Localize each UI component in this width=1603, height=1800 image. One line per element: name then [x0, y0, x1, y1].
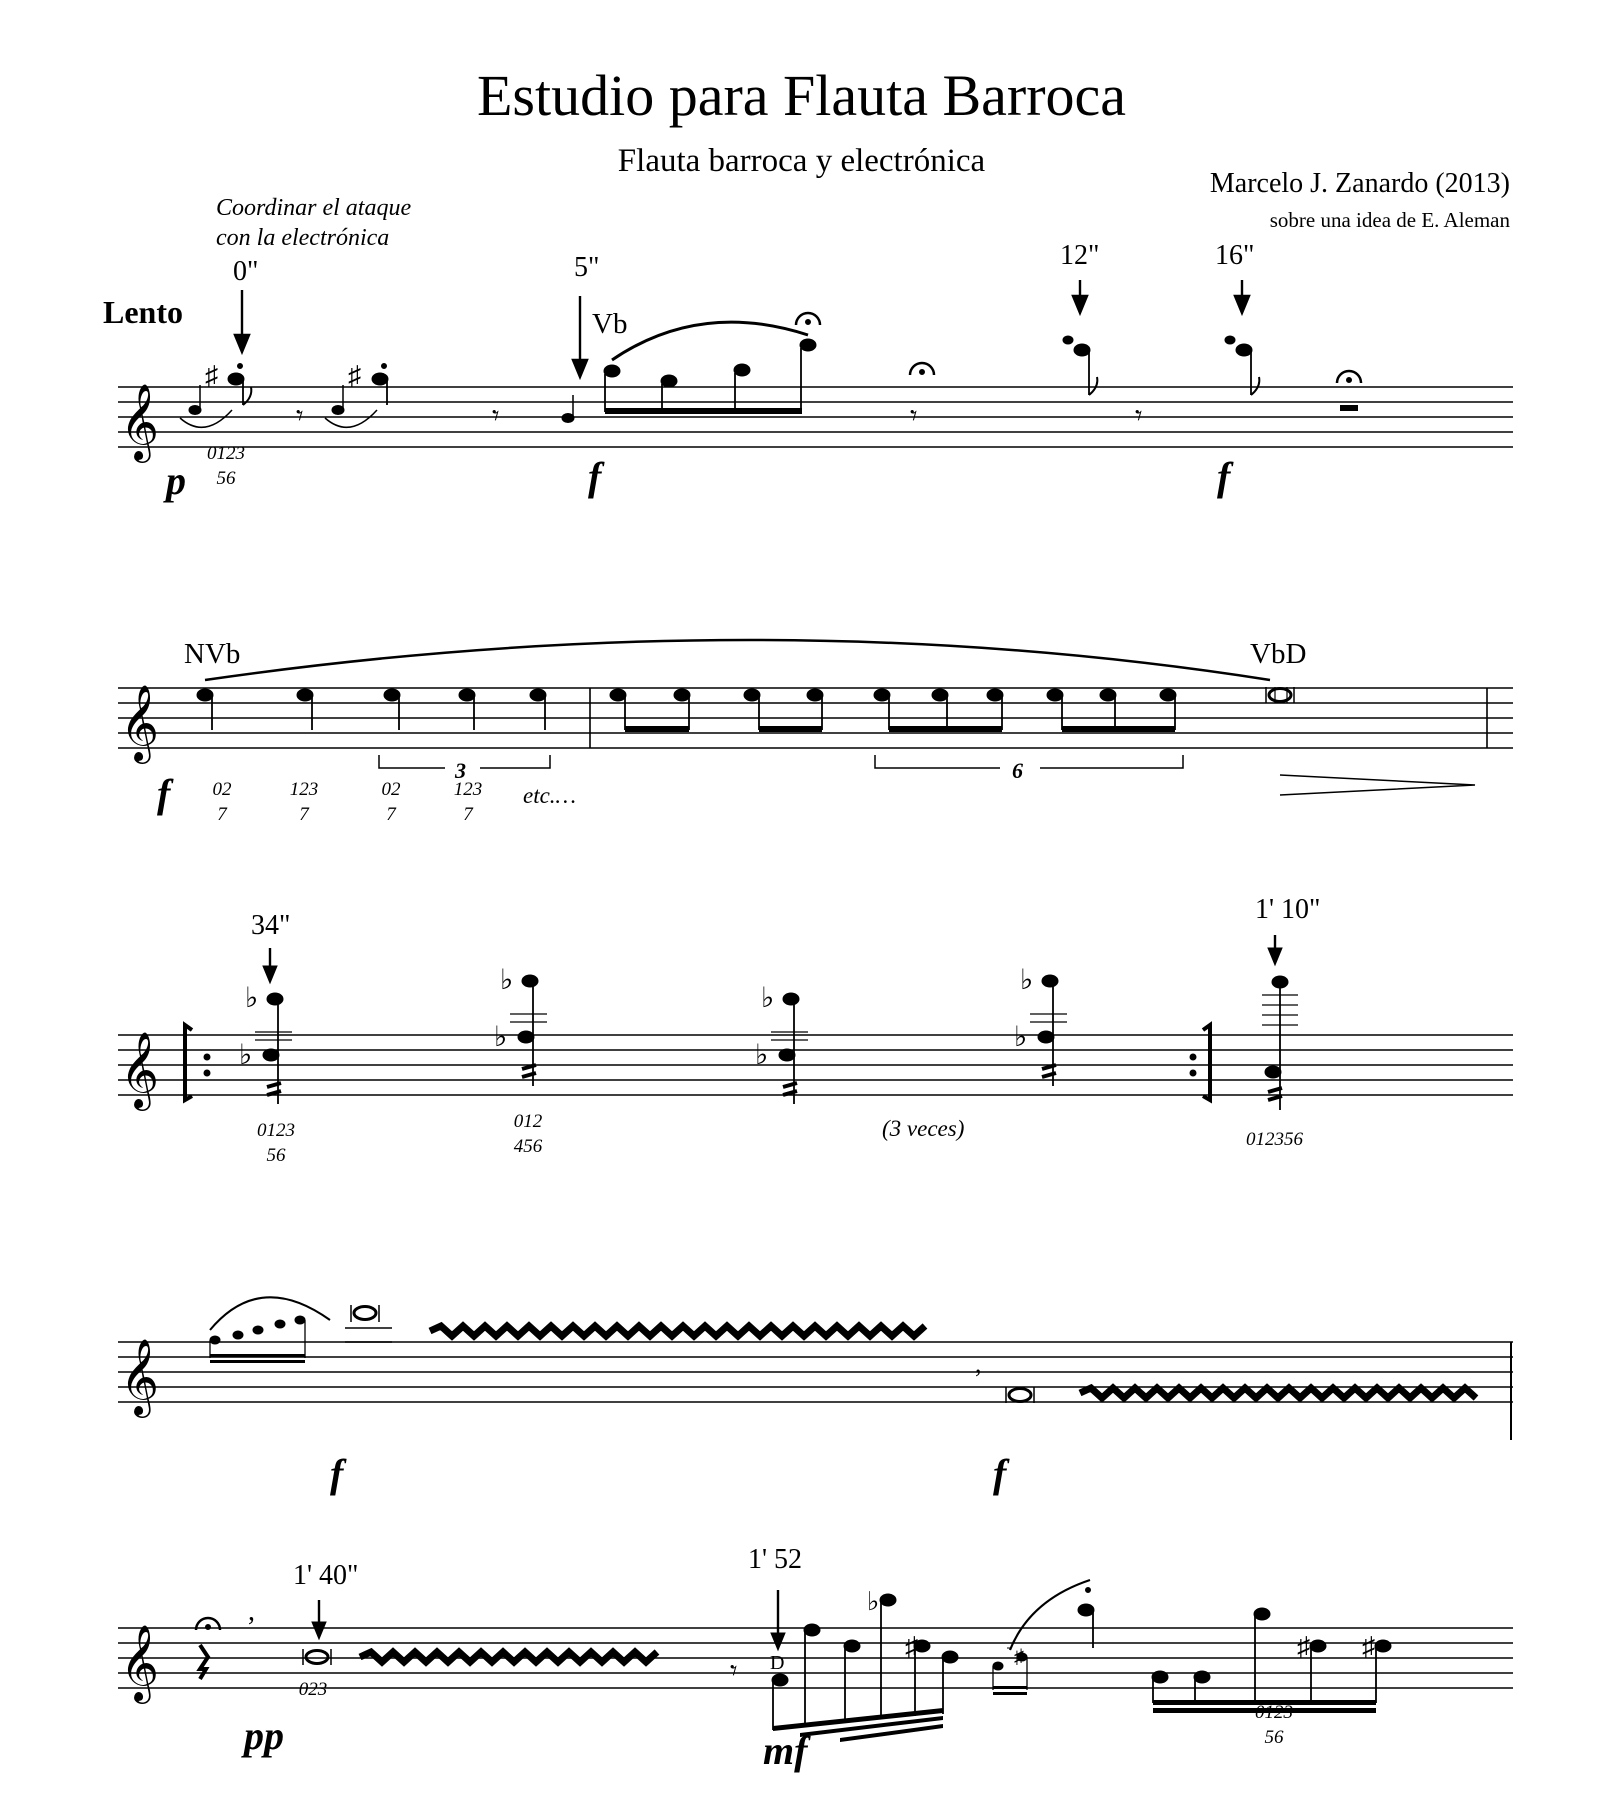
chords-system-3 [239, 965, 1298, 1110]
time-mark-0: 0" [233, 256, 259, 287]
dynamic-f-2: f [1217, 454, 1231, 499]
chord-note-mid [263, 1049, 279, 1061]
fingering-bottom: 56 [266, 1145, 286, 1166]
fingering-s3-c: 012356 [1246, 1129, 1303, 1150]
dynamic-p: p [166, 458, 186, 503]
flat-icon: ♭ [761, 983, 775, 1014]
fingering-top: 123 [289, 779, 319, 800]
time-mark-1-40: 1' 40" [293, 1560, 359, 1591]
time-mark-1-10: 1' 10" [1255, 894, 1321, 925]
staff-system-1 [118, 387, 1513, 447]
technique-vb: Vb [592, 308, 628, 340]
svg-text:♯: ♯ [205, 361, 218, 390]
chord-note-mid [779, 1049, 795, 1061]
svg-text:𝄾: 𝄾 [910, 401, 918, 432]
page-title: Estudio para Flauta Barroca [476, 63, 1127, 128]
dynamic-f-5: f [993, 1451, 1007, 1496]
svg-text:♯: ♯ [1362, 1632, 1375, 1661]
svg-text:,: , [248, 1596, 255, 1627]
svg-text:♯: ♯ [905, 1632, 918, 1661]
chord-note-top [783, 993, 799, 1005]
dynamic-f-4: f [330, 1451, 344, 1496]
fingering-top: 02 [212, 779, 232, 800]
source-credit: sobre una idea de E. Aleman [1269, 208, 1510, 232]
dynamic-pp: pp [244, 1713, 284, 1758]
technique-nvb: NVb [184, 638, 241, 670]
svg-text:,: , [975, 1349, 982, 1378]
fingering-bottom: 56 [1264, 1727, 1284, 1748]
dynamic-f-3: f [157, 771, 171, 816]
svg-text:𝄾: 𝄾 [730, 1656, 738, 1687]
fingering-bottom: 7 [299, 804, 309, 825]
treble-clef-icon: 𝄞 [120, 684, 160, 761]
flat-icon: ♭ [1014, 1022, 1028, 1053]
time-mark-12: 12" [1060, 240, 1100, 271]
notes-system-5 [196, 1580, 1391, 1742]
chord-note-top [522, 975, 538, 987]
flat-icon: ♭ [239, 1040, 253, 1071]
fingering-bottom: 456 [513, 1136, 543, 1157]
instruction-line-2: con la electrónica [216, 225, 390, 251]
treble-clef-icon: 𝄞 [120, 1624, 160, 1701]
flat-icon: ♭ [500, 965, 514, 996]
svg-text:𝄾: 𝄾 [1135, 401, 1143, 432]
svg-text:𝄾: 𝄾 [492, 401, 500, 432]
treble-clef-icon: 𝄞 [120, 1031, 160, 1108]
fingering-top: 012 [513, 1111, 543, 1132]
fingering-etc: etc.… [523, 783, 577, 808]
tempo-marking: Lento [103, 294, 183, 330]
fingering-bottom: 7 [463, 804, 473, 825]
technique-d: D [770, 1652, 785, 1674]
svg-text:♭: ♭ [867, 1587, 880, 1616]
treble-clef-icon: 𝄞 [120, 383, 160, 460]
fingering-bottom: 7 [217, 804, 227, 825]
chord-note-mid [518, 1031, 534, 1043]
notes-system-3 [185, 935, 1282, 1100]
time-mark-1-52: 1' 52 [748, 1544, 803, 1575]
fingering-s5-a: 023 [298, 1679, 328, 1700]
time-mark-5: 5" [574, 252, 600, 283]
tuplet-3: 3 [455, 758, 466, 783]
flat-icon: ♭ [755, 1040, 769, 1071]
technique-vbd: VbD [1250, 638, 1307, 670]
fingering-bottom: 56 [216, 468, 236, 489]
fingering-top: 02 [381, 779, 401, 800]
fingering-top: 0123 [257, 1120, 295, 1141]
time-mark-16: 16" [1215, 240, 1255, 271]
chord-note-mid [1038, 1031, 1054, 1043]
svg-text:♯: ♯ [1014, 1646, 1024, 1668]
fingering-top: 123 [453, 779, 483, 800]
time-mark-34: 34" [251, 910, 291, 941]
flat-icon: ♭ [1020, 965, 1034, 996]
tuplet-6: 6 [1012, 758, 1023, 783]
dynamic-f-1: f [588, 454, 602, 499]
arrow-icon [235, 280, 1249, 377]
page-subtitle: Flauta barroca y electrónica [617, 143, 986, 179]
svg-text:𝄾: 𝄾 [296, 401, 304, 432]
flat-icon: ♭ [494, 1022, 508, 1053]
flat-icon: ♭ [245, 983, 259, 1014]
chord-note-top [267, 993, 283, 1005]
fingering-top: 0123 [207, 443, 245, 464]
fingering-bottom: 7 [386, 804, 396, 825]
treble-clef-icon: 𝄞 [120, 1338, 160, 1415]
staff-system-3 [118, 1035, 1513, 1095]
svg-text:♯: ♯ [1297, 1632, 1310, 1661]
composer-credit: Marcelo J. Zanardo (2013) [1209, 168, 1510, 199]
chord-note-mid [1265, 1066, 1281, 1078]
notes-system-1 [180, 313, 1361, 432]
dynamic-mf: mf [763, 1728, 808, 1773]
svg-text:♯: ♯ [348, 361, 361, 390]
instruction-line-1: Coordinar el ataque [216, 195, 412, 221]
chord-note-top [1042, 975, 1058, 987]
repeat-count: (3 veces) [882, 1116, 965, 1141]
